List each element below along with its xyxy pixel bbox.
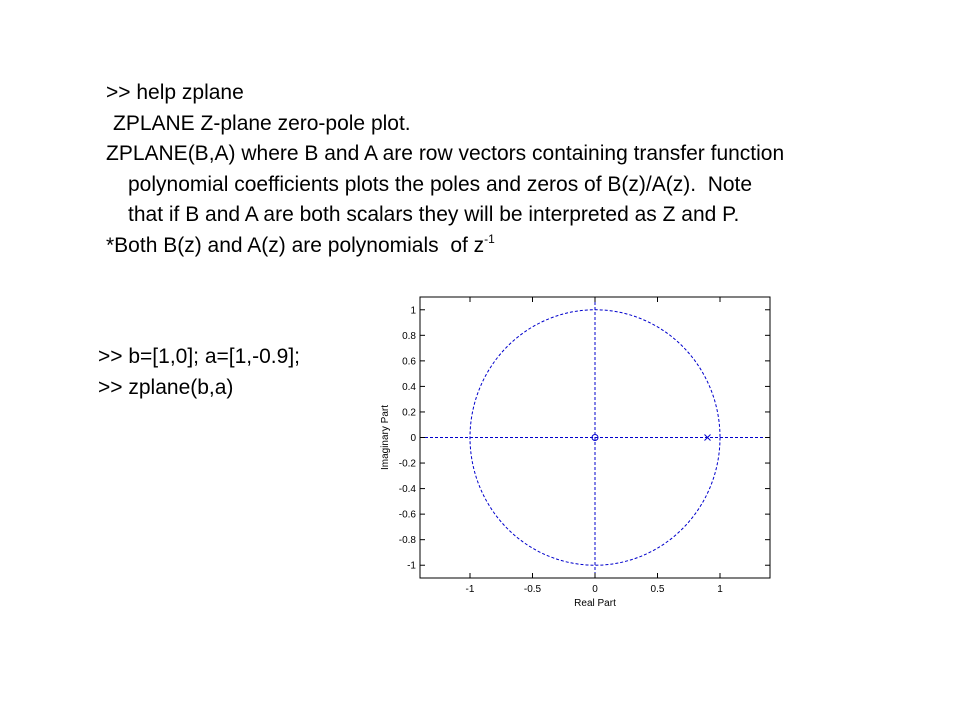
y-tick-label: 0.4 <box>402 381 416 393</box>
y-tick-label: 0.2 <box>402 407 416 419</box>
help-summary-line: ZPLANE Z-plane zero-pole plot. <box>113 111 411 135</box>
y-axis-label: Imaginary Part <box>380 404 391 471</box>
help-usage-line: ZPLANE(B,A) where B and A are row vectors containing transfer function <box>106 142 785 165</box>
x-axis-label: Real Part <box>574 598 616 609</box>
x-tick-label: -1 <box>465 584 475 595</box>
help-note-line: that if B and A are both scalars they will be interpreted as Z and P. <box>128 203 740 226</box>
y-tick-label: -1 <box>407 560 416 572</box>
y-tick-label: 0.8 <box>402 330 416 342</box>
polynomial-note-text: *Both B(z) and A(z) are polynomials of z <box>106 233 485 257</box>
command-line-coefficients: >> b=[1,0]; a=[1,-0.9]; <box>98 345 300 368</box>
command-line-zplane: >> zplane(b,a) <box>98 375 234 399</box>
y-tick-label: 0 <box>410 433 416 444</box>
y-tick-label: 0.6 <box>402 356 416 368</box>
help-description-line: polynomial coefficients plots the poles and zeros of B(z)/A(z). Note <box>128 172 753 196</box>
help-command-line: >> help zplane <box>106 81 244 104</box>
y-tick-label: 1 <box>410 305 416 317</box>
x-tick-label: 1 <box>717 584 723 595</box>
x-tick-label: 0.5 <box>650 584 665 595</box>
x-tick-label: -0.5 <box>523 584 542 595</box>
y-tick-label: -0.4 <box>398 484 416 496</box>
y-tick-label: -0.2 <box>398 458 416 470</box>
y-tick-label: -0.8 <box>398 535 416 547</box>
y-tick-label: -0.6 <box>398 509 416 521</box>
x-tick-label: 0 <box>592 584 598 595</box>
polynomial-note-exponent: -1 <box>484 231 495 246</box>
